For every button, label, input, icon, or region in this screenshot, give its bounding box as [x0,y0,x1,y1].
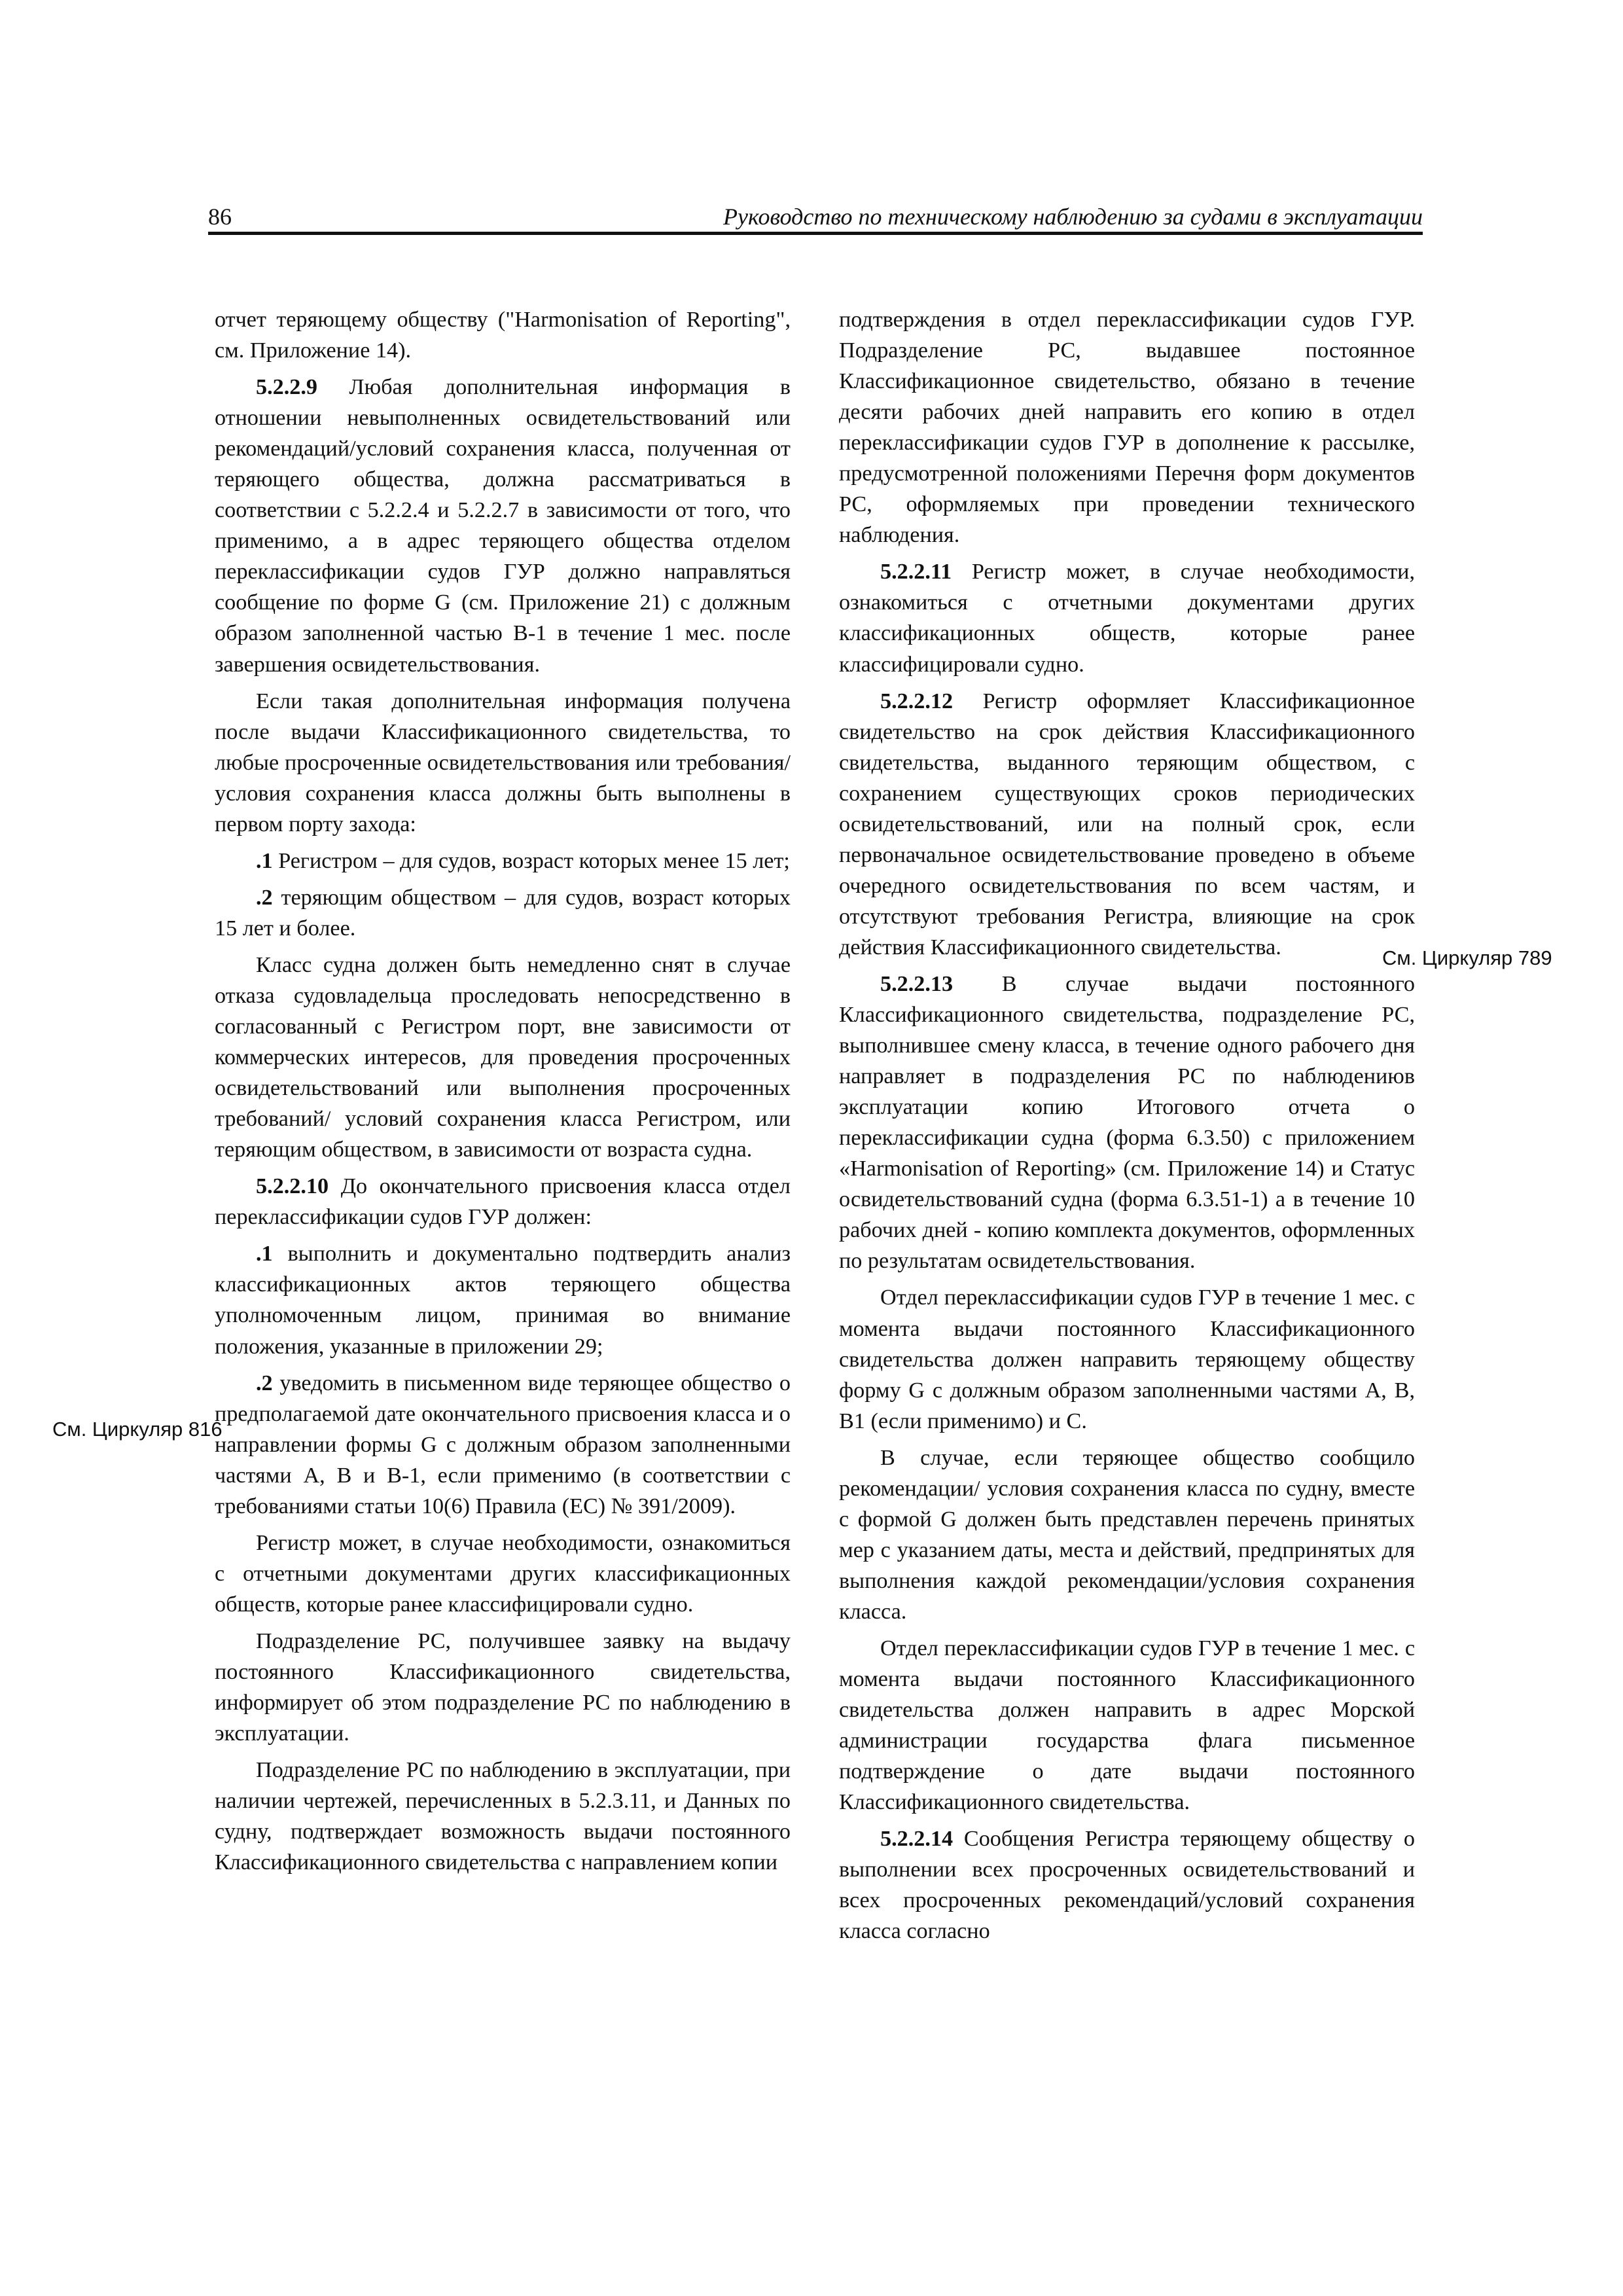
margin-note-circular-816: См. Циркуляр 816 [52,1418,223,1441]
margin-note-circular-789: См. Циркуляр 789 [1382,946,1552,969]
paragraph [839,969,1415,1276]
list-marker: .1 [256,1242,273,1266]
list-marker: .1 [256,848,273,873]
page-number: 86 [208,204,232,230]
paragraph: Подразделение РС, получившее заявку на выдачу постоянного Классификационного свидетельства, информирует об этом подразделение РС по наблюдению в эксплуатации. [215,1628,791,1746]
paragraph: Подразделение РС по наблюдению в эксплуатации, при наличии чертежей, перечисленных в 5.2.3.11, и Данных по судну, подтверждает возможность выдачи постоянного Классификационного свидетельства с направлением копии [215,1758,791,1875]
paragraph: Отдел переклассификации судов ГУР в течение 1 мес. с момента выдачи постоянного Классификационного свидетельства должен направить теряющему обществу форму G с должным образом заполненными частями A, B, B1 (если применимо) и C. [839,1285,1415,1433]
list-item-text: Регистром – для судов, возраст которых менее 15 лет; [272,848,790,873]
section-number: 5.2.2.12 [880,689,954,713]
list-marker: .2 [256,1371,273,1395]
section-number: 5.2.2.11 [880,560,952,584]
running-title: Руководство по техническому наблюдению за судами в эксплуатации [723,204,1423,230]
paragraph: Класс судна должен быть немедленно снят в случае отказа судовладельца проследовать непосредственно в согласованный с Регистром порт, вне зависимости от коммерческих интересов, для проведения просроченных освидетельствований или выполнения просроченных требований/ условий сохранения класса Регистром, или теряющим обществом, в зависимости от возраста судна. [215,952,791,1162]
paragraph-text: В случае выдачи постоянного Классификационного свидетельства, подразделение РС, выполнившее смену класса, в течение одного рабочего дня направляет в подразделения РС по наблюдениюв эксплуатации копию Итогового отчета о переклассификации судна (форма 6.3.50) с приложением «Harmonisation of Reporting» (см. Приложение 14) и Статус освидетельствований судна (форма 6.3.51-1) а в течение 10 рабочих дней - копию комплекта документов, оформленных по результатам освидетельствования. [839,971,1415,1274]
paragraph [839,686,1415,963]
paragraph: подтверждения в отдел переклассификации судов ГУР. Подразделение РС, выдавшее постоянное Классификационное свидетельство, обязано в течение десяти рабочих дней направить его копию в отдел переклассификации судов ГУР в дополнение к рассылке, предусмотренной положениями Перечня форм документов РС, оформляемых при проведении технического наблюдения. [839,308,1415,548]
list-item [215,846,791,876]
paragraph [215,372,791,679]
list-item-text: уведомить в письменном виде теряющее общество о предполагаемой дате окончательного присвоения класса и о направлении формы G с должным образом заполненными частями A, B и B-1, если применимо (в соответствии с требованиями статьи 10(6) Правила (ЕС) № 391/2009). [215,1371,791,1518]
paragraph-text: Любая дополнительная информация в отношении невыполненных освидетельствований или рекомендаций/условий сохранения класса, полученная от теряющего общества, должна рассматриваться в соответствии с 5.2.2.4 и 5.2.2.7 в зависимости от того, что применимо, а в адрес теряющего общества отделом переклассификации судов ГУР должно направляться сообщение по форме G (см. Приложение 21) с должным образом заполненной частью B-1 в течение 1 мес. после завершения освидетельствования. [215,375,791,677]
list-item [215,1368,791,1522]
page-header [208,202,1423,235]
list-item [215,882,791,944]
paragraph: Отдел переклассификации судов ГУР в течение 1 мес. с момента выдачи постоянного Классификационного свидетельства должен направить в адрес Морской администрации государства флага письменное подтверждение о дате выдачи постоянного Классификационного свидетельства. [839,1636,1415,1815]
paragraph [839,1823,1415,1946]
paragraph [839,556,1415,679]
section-number: 5.2.2.13 [880,971,954,996]
paragraph: В случае, если теряющее общество сообщило рекомендации/ условия сохранения класса по судну, вместе с формой G должен быть представлен перечень принятых мер с указанием даты, места и действий, предпринятых для выполнения каждой рекомендации/условия сохранения класса. [839,1445,1415,1624]
paragraph: Регистр может, в случае необходимости, ознакомиться с отчетными документами других классификационных обществ, которые ранее классифицировали судно. [215,1530,791,1617]
paragraph: Если такая дополнительная информация получена после выдачи Классификационного свидетельства, то любые просроченные освидетельствования или требования/условия сохранения класса должны быть выполнены в первом порту захода: [215,689,791,836]
list-item [215,1238,791,1361]
paragraph: отчет теряющему обществу ("Harmonisation of Reporting", см. Приложение 14). [215,308,791,363]
list-marker: .2 [256,885,273,910]
list-item-text: выполнить и документально подтвердить анализ классификационных актов теряющего общества уполномоченным лицом, принимая во внимание положения, указанные в приложении 29; [215,1242,791,1359]
section-number: 5.2.2.14 [880,1827,954,1852]
section-number: 5.2.2.10 [256,1174,329,1199]
paragraph-text: Регистр оформляет Классификационное свидетельство на срок действия Классификационного свидетельства, выданного теряющим обществом, с сохранением существующих сроков периодических освидетельствований, или на полный срок, если первоначальное освидетельствование проведено в объеме очередного освидетельствования по всем частям, и отсутствуют требования Регистра, влияющие на срок действия Классификационного свидетельства. [839,689,1415,960]
paragraph-text: Сообщения Регистра теряющему обществу о выполнении всех просроченных освидетельствований и всех просроченных рекомендаций/условий сохранения класса согласно [839,1827,1415,1944]
left-column [215,304,791,1884]
paragraph [215,1171,791,1232]
list-item-text: теряющим обществом – для судов, возраст которых 15 лет и более. [215,885,791,941]
section-number: 5.2.2.9 [256,375,318,400]
paragraph-text: До окончательного присвоения класса отдел переклассификации судов ГУР должен: [215,1174,791,1230]
paragraph-text: Регистр может, в случае необходимости, ознакомиться с отчетными документами других классификационных обществ, которые ранее классифицировали судно. [839,560,1415,677]
right-column [839,304,1415,1952]
